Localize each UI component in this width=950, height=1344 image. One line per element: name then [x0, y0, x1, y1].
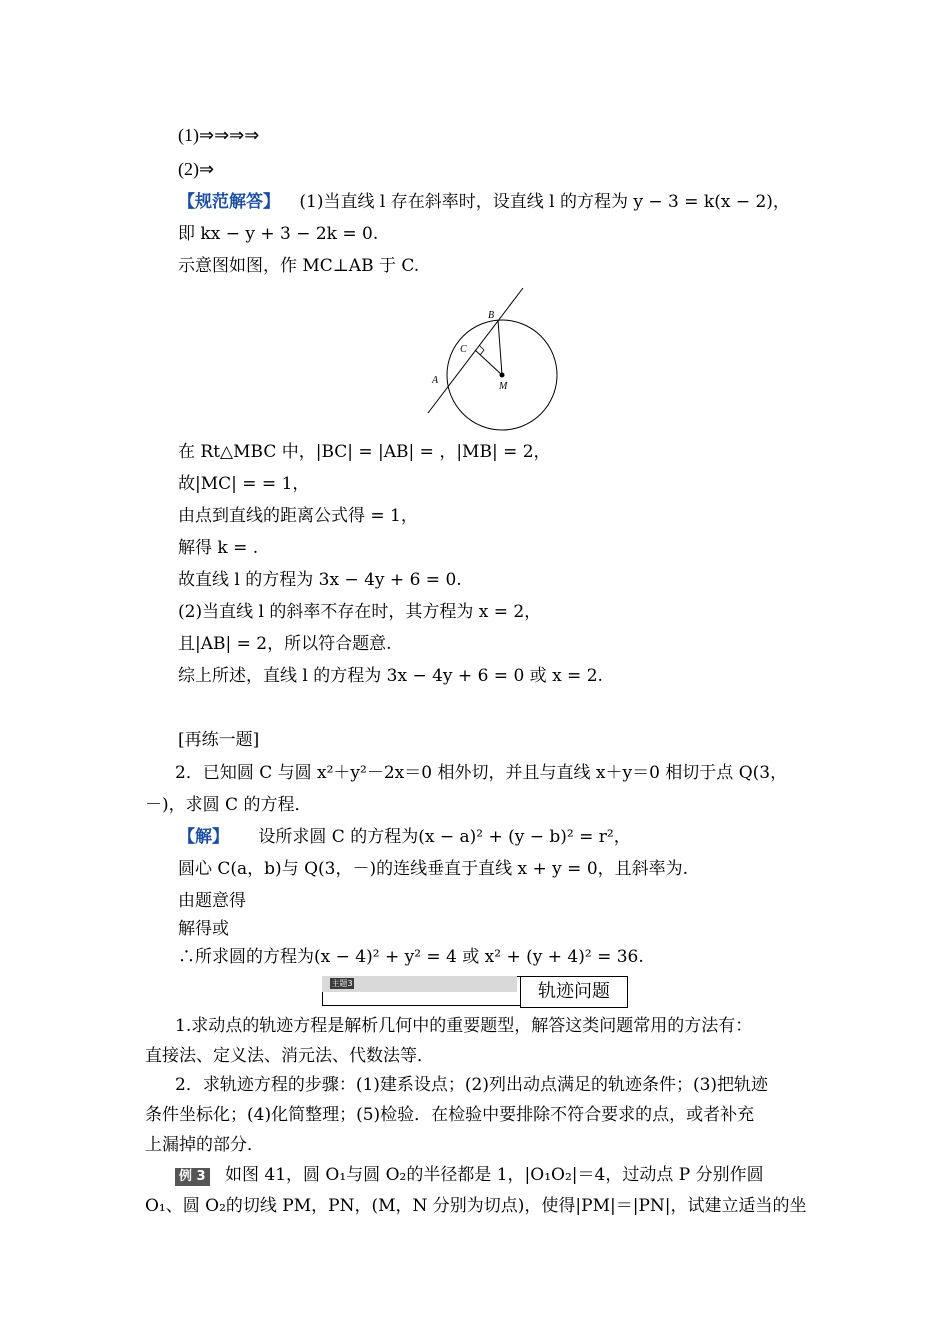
text-line	[178, 191, 790, 213]
topic-banner	[322, 976, 628, 1008]
circle-line-figure	[420, 285, 570, 435]
text-line: 解得或	[178, 919, 229, 939]
text-line: 上漏掉的部分．	[145, 1135, 264, 1155]
text-span: 如图 41，圆 O₁与圆 O₂的半径都是 1，|O₁O₂|＝4，过动点 P 分别作圆	[224, 1165, 764, 1185]
text-line: 且|AB| = 2，所以符合题意.	[178, 634, 392, 654]
text-line: 1.求动点的轨迹方程是解析几何中的重要题型，解答这类问题常用的方法有：	[175, 1016, 753, 1036]
label-C: C	[460, 344, 467, 355]
text-line: 2．已知圆 C 与圆 x²＋y²－2x＝0 相外切，并且与直线 x＋y＝0 相切于点 Q(3，	[175, 763, 788, 783]
text-line: (1)⇒⇒⇒⇒	[178, 125, 260, 145]
label-B: B	[488, 310, 495, 321]
topic-tag: 主题3	[331, 979, 353, 988]
topic-title: 轨迹问题	[520, 976, 628, 1008]
text-line: 综上所述，直线 l 的方程为 3x − 4y + 6 = 0 或 x = 2.	[178, 666, 603, 686]
text-line: 2．求轨迹方程的步骤：(1)建系设点；(2)列出动点满足的轨迹条件；(3)把轨迹	[175, 1075, 769, 1095]
section-tag: 【解】	[178, 827, 229, 847]
text-line: 由点到直线的距离公式得 = 1，	[178, 506, 418, 526]
text-line: 故|MC| = = 1，	[178, 474, 310, 494]
example-tag: 例 3	[175, 1168, 210, 1186]
text-span: 设所求圆 C 的方程为(x − a)² + (y − b)² = r²，	[258, 827, 631, 847]
text-line: (2)当直线 l 的斜率不存在时，其方程为 x = 2，	[178, 602, 542, 622]
text-line: 在 Rt△MBC 中，|BC| = |AB| = ，|MB| = 2，	[178, 442, 551, 462]
text-line: O₁、圆 O₂的切线 PM，PN，(M，N 分别为切点)，使得|PM|＝|PN|，试建立适当的坐	[145, 1196, 807, 1216]
text-line: 故直线 l 的方程为 3x − 4y + 6 = 0.	[178, 570, 462, 590]
text-line: 解得 k = .	[178, 538, 259, 558]
text-line: 即 kx − y + 3 − 2k = 0.	[178, 224, 379, 244]
text-line: (2)⇒	[178, 159, 215, 179]
text-span: (1)当直线 l 存在斜率时，设直线 l 的方程为 y − 3 = k(x − 2)，	[299, 192, 790, 212]
section-tag: 【规范解答】	[178, 192, 280, 212]
label-M: M	[499, 381, 508, 392]
text-line	[178, 826, 631, 848]
text-line: ∴所求圆的方程为(x − 4)² + y² = 4 或 x² + (y + 4)² = 36.	[178, 947, 644, 967]
label-A: A	[432, 375, 439, 386]
practice-heading: [再练一题]	[178, 730, 260, 750]
text-line: 直接法、定义法、消元法、代数法等．	[145, 1046, 434, 1066]
text-line: 示意图如图，作 MC⊥AB 于 C.	[178, 256, 420, 276]
text-line: －)，求圆 C 的方程．	[145, 795, 312, 815]
text-line	[175, 1164, 764, 1186]
text-line: 由题意得	[178, 891, 246, 911]
text-line: 条件坐标化；(4)化简整理；(5)检验．在检验中要排除不符合要求的点，或者补充	[145, 1105, 755, 1125]
text-line: 圆心 C(a，b)与 Q(3，－)的连线垂直于直线 x + y = 0，且斜率为.	[178, 859, 689, 879]
